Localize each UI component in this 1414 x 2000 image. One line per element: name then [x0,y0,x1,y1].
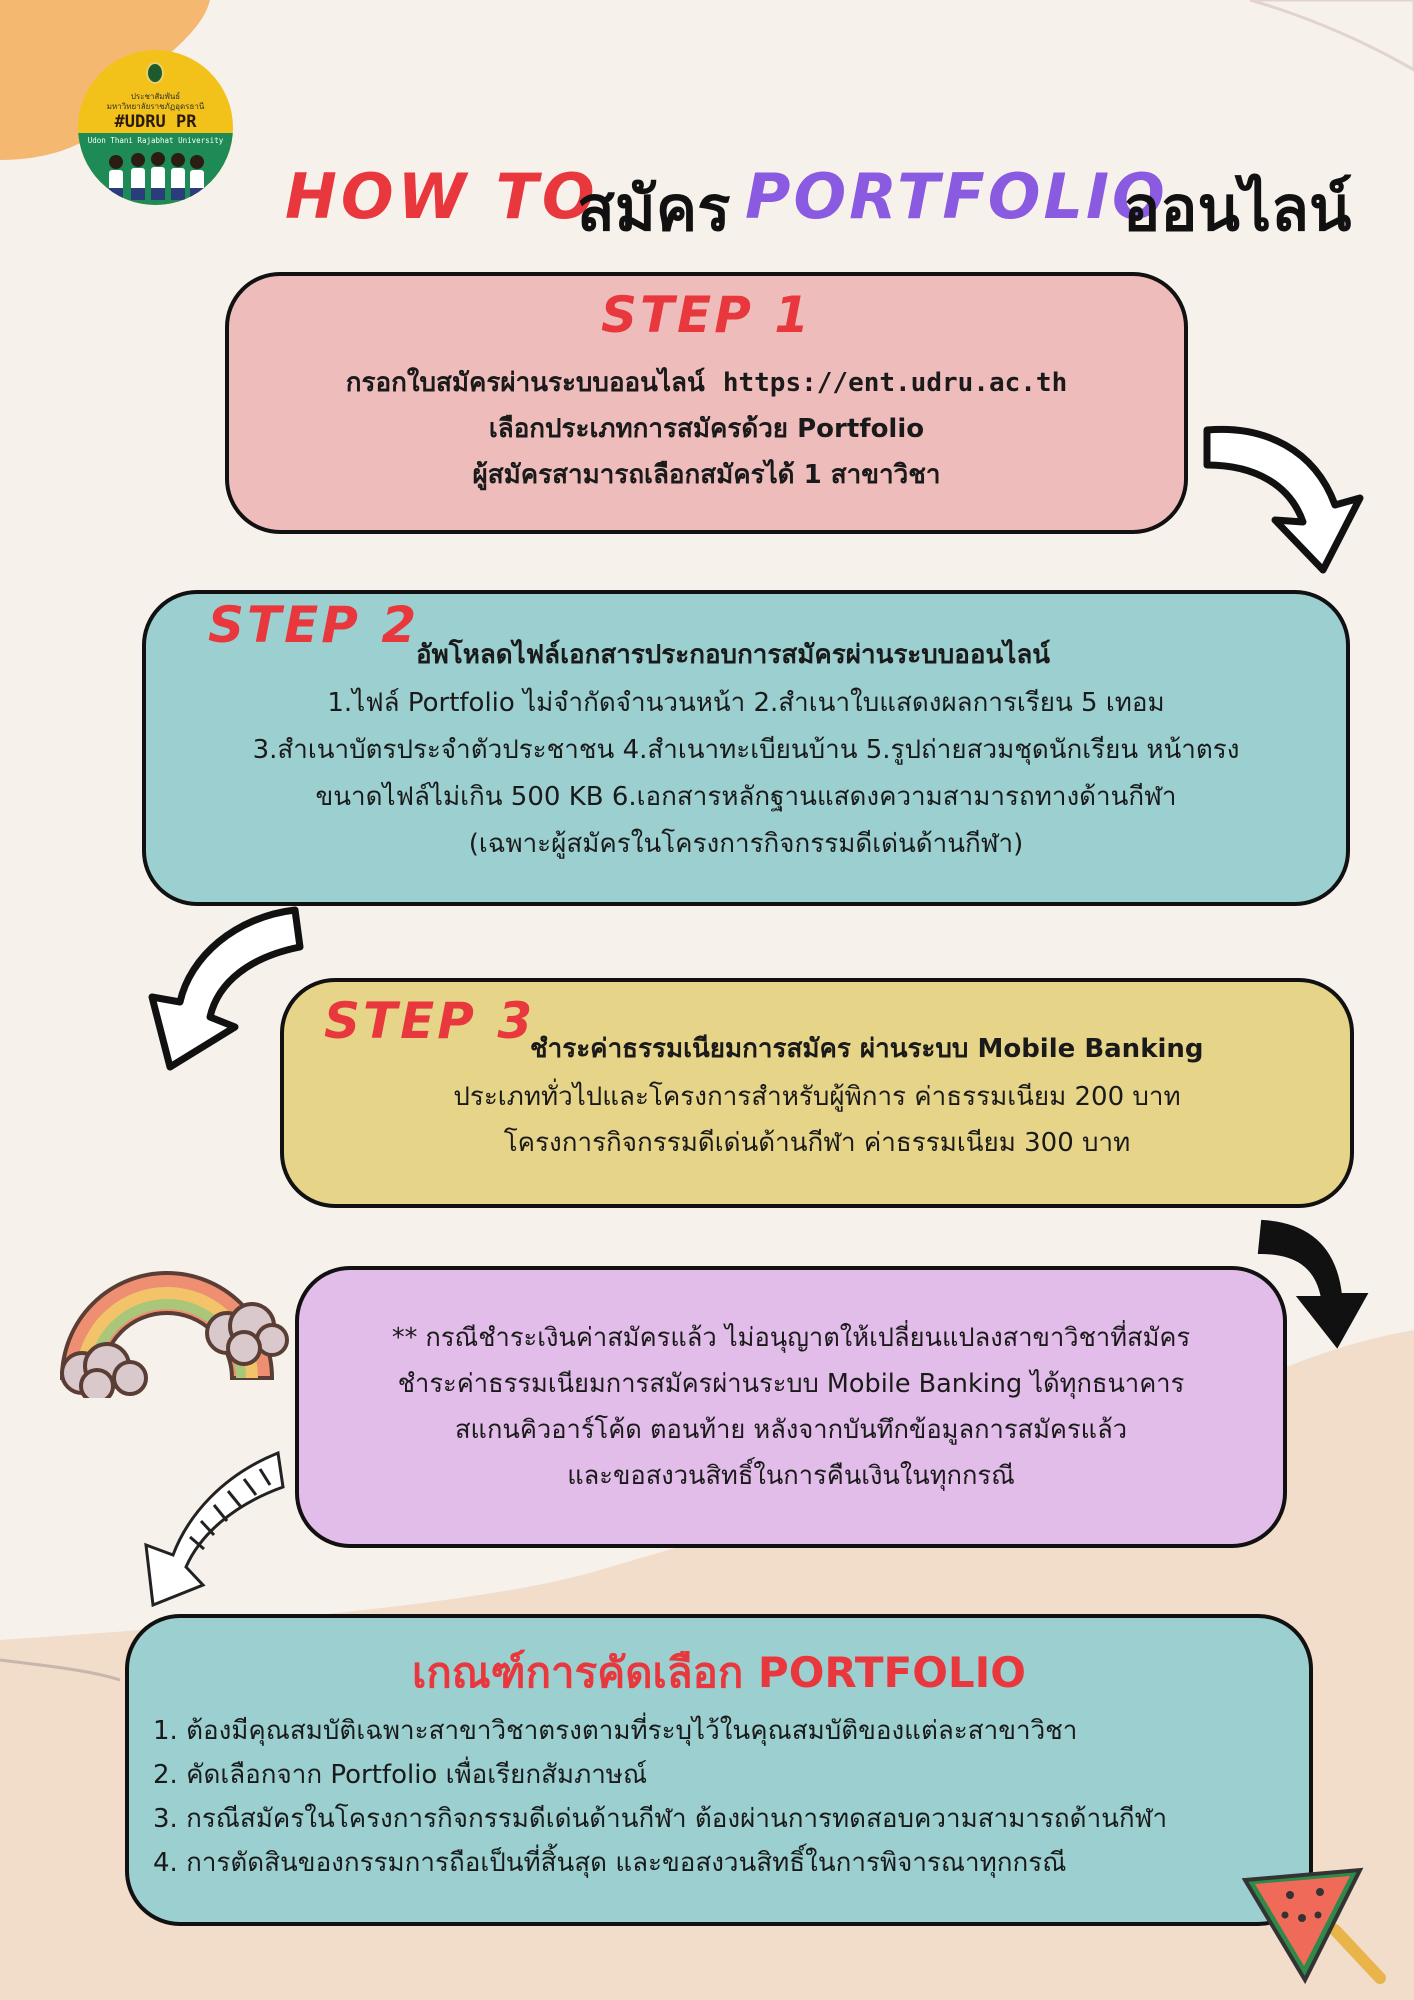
step2-line-3: ขนาดไฟล์ไม่เกิน 500 KB 6.เอกสารหลักฐานแสดงความสามารถทางด้านกีฬา [315,782,1177,812]
note-line-2: ชำระค่าธรรมเนียมการสมัครผ่านระบบ Mobile Banking ได้ทุกธนาคาร [397,1369,1185,1399]
note-line-3: สแกนคิวอาร์โค้ด ตอนท้าย หลังจากบันทึกข้อมูลการสมัครแล้ว [454,1415,1128,1445]
step2-line-2: 3.สำเนาบัตรประจำตัวประชาชน 4.สำเนาทะเบียนบ้าน 5.รูปถ่ายสวมชุดนักเรียน หน้าตรง [252,735,1240,765]
logo-hashtag: #UDRU PR [114,112,197,132]
logo-university-name: Udon Thani Rajabhat University [87,136,224,145]
payment-note-card [295,1266,1287,1548]
university-crest-icon [146,62,164,84]
step2-label: STEP 2 [208,596,420,654]
title-online: ออนไลน์ [1123,172,1352,245]
note-line-4: และขอสงวนสิทธิ์ในการคืนเงินในทุกกรณี [567,1461,1015,1491]
criteria-card [125,1614,1313,1926]
title-portfolio: PORTFOLIO [745,160,1168,233]
curved-arrow-icon [130,902,305,1077]
criteria-item: 2. คัดเลือกจาก Portfolio เพื่อเรียกสัมภาษณ์ [153,1760,648,1790]
step3-label: STEP 3 [324,992,536,1050]
application-url-link[interactable]: https://ent.udru.ac.th [722,368,1068,398]
udru-pr-logo [78,50,233,205]
criteria-item: 4. การตัดสินของกรรมการถือเป็นที่สิ้นสุด และขอสงวนสิทธิ์ในการพิจารณาทุกกรณี [153,1848,1067,1878]
page-title [285,160,1355,245]
students-icon [100,150,212,202]
step1-apply-text: กรอกใบสมัครผ่านระบบออนไลน์ [345,368,705,398]
note-line-1: ** กรณีชำระเงินค่าสมัครแล้ว ไม่อนุญาตให้เปลี่ยนแปลงสาขาวิชาที่สมัคร [391,1323,1191,1353]
criteria-item: 3. กรณีสมัครในโครงการกิจกรรมดีเด่นด้านกีฬา ต้องผ่านการทดสอบความสามารถด้านกีฬา [153,1804,1168,1834]
title-how-to: HOW TO [285,160,599,233]
curved-arrow-icon [1255,1210,1380,1350]
title-apply: สมัคร [577,172,731,245]
step1-line-3: ผู้สมัครสามารถเลือกสมัครได้ 1 สาขาวิชา [472,460,941,490]
curved-arrow-icon [1195,410,1380,580]
step3-card [280,978,1354,1208]
step1-line-1 [229,362,1184,403]
striped-arrow-icon [128,1445,288,1620]
criteria-title: เกณฑ์การคัดเลือก PORTFOLIO [411,1648,1026,1697]
step2-line-4: (เฉพาะผู้สมัครในโครงการกิจกรรมดีเด่นด้านกีฬา) [468,829,1024,859]
step2-card [142,590,1350,906]
step2-heading: อัพโหลดไฟล์เอกสารประกอบการสมัครผ่านระบบออนไลน์ [416,640,1051,670]
step1-card [225,272,1188,534]
step3-heading: ชำระค่าธรรมเนียมการสมัคร ผ่านระบบ Mobile Banking [530,1034,1204,1064]
logo-line-1: ประชาสัมพันธ์ [130,92,181,101]
step3-line-2: โครงการกิจกรรมดีเด่นด้านกีฬา ค่าธรรมเนียม 300 บาท [503,1128,1131,1158]
step2-line-1: 1.ไฟล์ Portfolio ไม่จำกัดจำนวนหน้า 2.สำเนาใบแสดงผลการเรียน 5 เทอม [327,688,1165,718]
step1-label: STEP 1 [600,286,813,344]
watermelon-icon [1240,1860,1400,1995]
step3-line-1: ประเภททั่วไปและโครงการสำหรับผู้พิการ ค่าธรรมเนียม 200 บาท [453,1082,1181,1112]
step1-line-2: เลือกประเภทการสมัครด้วย Portfolio [488,414,925,444]
criteria-item: 1. ต้องมีคุณสมบัติเฉพาะสาขาวิชาตรงตามที่ระบุไว้ในคุณสมบัติของแต่ละสาขาวิชา [153,1716,1078,1746]
logo-line-2: มหาวิทยาลัยราชภัฏอุดรธานี [106,102,205,111]
rainbow-icon [52,1208,292,1398]
